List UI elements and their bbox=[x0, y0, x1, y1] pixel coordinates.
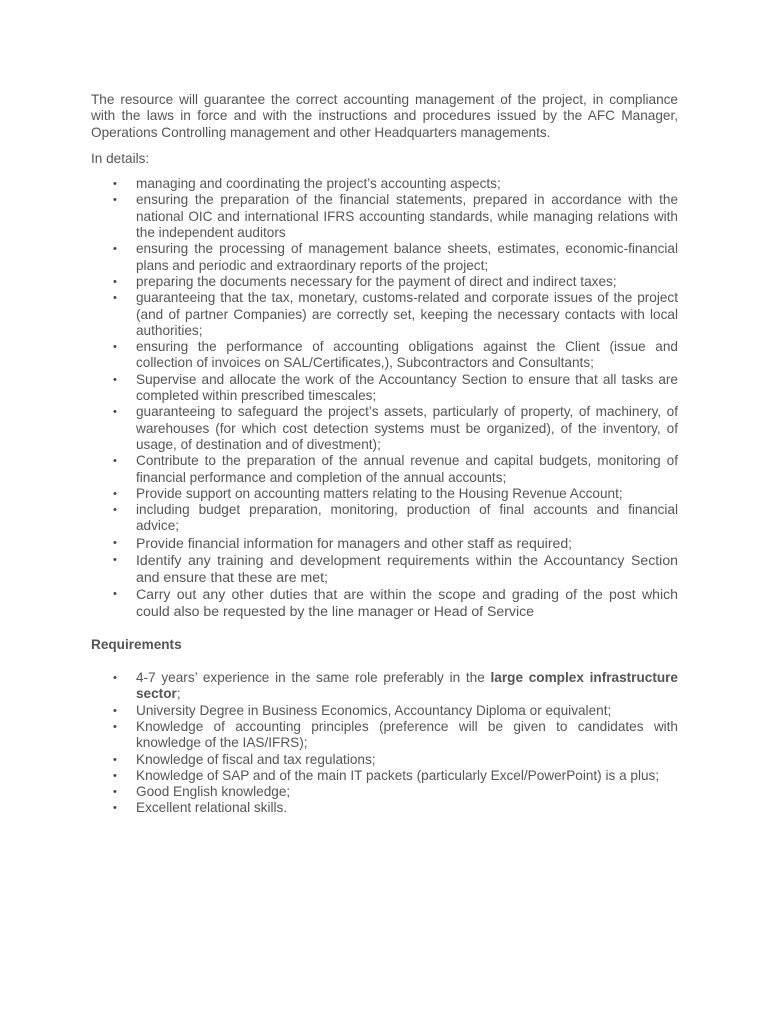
list-item-text: ensuring the performance of accounting obligations against the Client (issue and collection of invoices on SAL/Certificates,), Subcontractors and Consultants; bbox=[136, 339, 678, 371]
list-item bbox=[91, 719, 678, 752]
list-item bbox=[91, 453, 678, 486]
list-item bbox=[91, 372, 678, 405]
list-item bbox=[91, 800, 678, 816]
list-item bbox=[91, 535, 678, 552]
list-item-text: preparing the documents necessary for the payment of direct and indirect taxes; bbox=[136, 273, 617, 289]
list-item bbox=[91, 404, 678, 453]
list-item bbox=[91, 290, 678, 339]
bullet-icon: • bbox=[113, 406, 117, 419]
list-item-text: Carry out any other duties that are within the scope and grading of the post which could also be requested by the line manager or Head of Service bbox=[136, 585, 678, 619]
list-item-text: ensuring the preparation of the financial statements, prepared in accordance with the national OIC and international IFRS accounting standards, while managing relations with the independent auditors bbox=[136, 192, 678, 241]
list-item-text: Provide financial information for managers and other staff as required; bbox=[136, 534, 573, 551]
duties-list bbox=[91, 176, 678, 620]
requirement-emphasis: large complex infrastructure sector bbox=[136, 670, 678, 702]
list-item-text: Knowledge of fiscal and tax regulations; bbox=[136, 751, 376, 767]
bullet-icon: • bbox=[113, 178, 117, 191]
list-item bbox=[91, 586, 678, 620]
list-item bbox=[91, 502, 678, 535]
list-item bbox=[91, 670, 678, 703]
bullet-icon: • bbox=[113, 553, 117, 566]
list-item bbox=[91, 176, 678, 192]
list-item-text: Identify any training and development requirements within the Accountancy Section and ensure that these are met; bbox=[136, 551, 678, 585]
bullet-icon: • bbox=[113, 720, 117, 733]
bullet-icon: • bbox=[113, 802, 117, 815]
bullet-icon: • bbox=[113, 504, 117, 517]
bullet-icon: • bbox=[113, 536, 117, 549]
requirement-suffix: ; bbox=[176, 686, 181, 702]
requirements-list bbox=[91, 670, 678, 817]
intro-paragraph: The resource will guarantee the correct accounting management of the project, in compliance with the laws in force and with the instructions and procedures issued by the AFC Manager, Operations Controlling management and other Headquarters managements. bbox=[91, 92, 678, 140]
requirement-prefix: 4-7 years’ experience in the same role preferably in the bbox=[136, 670, 491, 686]
list-item-text: Knowledge of SAP and of the main IT packets (particularly Excel/PowerPoint) is a plus; bbox=[136, 767, 660, 783]
bullet-icon: • bbox=[113, 243, 117, 256]
list-item bbox=[91, 768, 678, 784]
list-item-text: including budget preparation, monitoring, production of final accounts and financial advice; bbox=[136, 502, 678, 534]
bullet-icon: • bbox=[113, 373, 117, 386]
list-item-text: Knowledge of accounting principles (preference will be given to candidates with knowledge of the IAS/IFRS); bbox=[136, 718, 678, 751]
list-item-text: guaranteeing that the tax, monetary, customs-related and corporate issues of the project (and of partner Companies) are correctly set, keeping the necessary contacts with local authorities; bbox=[136, 290, 678, 338]
bullet-icon: • bbox=[113, 704, 117, 717]
list-item bbox=[91, 192, 678, 241]
document-page bbox=[91, 92, 678, 817]
details-label: In details: bbox=[91, 150, 150, 166]
list-item bbox=[91, 241, 678, 274]
list-item-text: guaranteeing to safeguard the project’s assets, particularly of property, of machinery, of warehouses (for which cost detection systems must be organized), of the inventory, of usage, of destination and of divestment); bbox=[136, 404, 678, 452]
bullet-icon: • bbox=[113, 292, 117, 305]
list-item-text: Provide support on accounting matters relating to the Housing Revenue Account; bbox=[136, 485, 623, 501]
list-item bbox=[91, 703, 678, 719]
list-item-text: University Degree in Business Economics, Accountancy Diploma or equivalent; bbox=[136, 702, 612, 718]
list-item bbox=[91, 486, 678, 502]
bullet-icon: • bbox=[113, 341, 117, 354]
bullet-icon: • bbox=[113, 487, 117, 500]
bullet-icon: • bbox=[113, 275, 117, 288]
list-item-text: Contribute to the preparation of the annual revenue and capital budgets, monitoring of financial performance and completion of the annual accounts; bbox=[136, 453, 678, 485]
list-item-text: Supervise and allocate the work of the Accountancy Section to ensure that all tasks are completed within prescribed timescales; bbox=[136, 371, 678, 404]
requirements-heading: Requirements bbox=[91, 636, 182, 652]
list-item bbox=[91, 274, 678, 290]
list-item-text: ensuring the processing of management balance sheets, estimates, economic-financial plans and periodic and extraordinary reports of the project; bbox=[136, 241, 678, 273]
list-item bbox=[91, 784, 678, 800]
bullet-icon: • bbox=[113, 194, 117, 207]
list-item-text: managing and coordinating the project’s accounting aspects; bbox=[136, 176, 501, 192]
bullet-icon: • bbox=[113, 455, 117, 468]
bullet-icon: • bbox=[113, 753, 117, 766]
list-item-text: Excellent relational skills. bbox=[136, 800, 288, 816]
list-item bbox=[91, 552, 678, 586]
list-item bbox=[91, 339, 678, 372]
bullet-icon: • bbox=[113, 769, 117, 782]
list-item bbox=[91, 752, 678, 768]
bullet-icon: • bbox=[113, 587, 117, 600]
bullet-icon: • bbox=[113, 786, 117, 799]
list-item-text: Good English knowledge; bbox=[136, 784, 291, 800]
bullet-icon: • bbox=[113, 672, 117, 685]
